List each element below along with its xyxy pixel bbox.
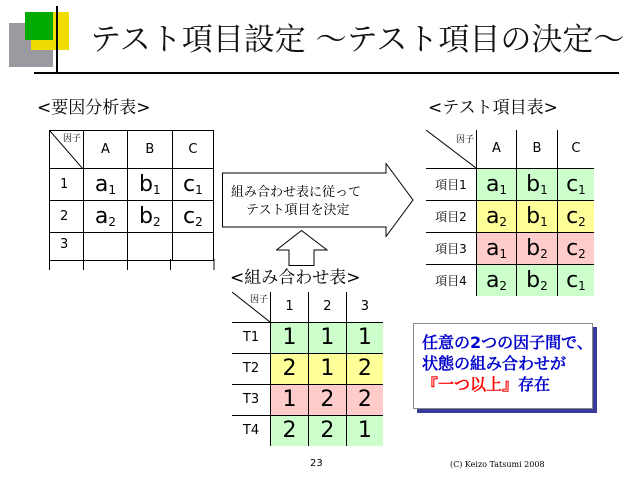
factor-cell: a2 — [84, 201, 128, 233]
test-cell: b2 — [517, 264, 558, 296]
slide-title: テスト項目設定 ～テスト項目の決定～ — [90, 22, 625, 58]
test-row-label: 項目3 — [426, 232, 477, 264]
combo-cell: 2 — [271, 415, 309, 446]
test-cell: c1 — [557, 168, 594, 200]
test-cell: a1 — [477, 232, 517, 264]
factor-cell: c2 — [172, 201, 213, 233]
combo-cell: 1 — [346, 415, 383, 446]
arrow-text-line2: テスト項目を決定 — [246, 203, 350, 218]
factor-row-label: 2 — [50, 201, 84, 233]
combo-header: 1 — [271, 292, 309, 322]
factor-cell: c1 — [172, 169, 213, 201]
callout-line2: 状態の組み合わせが — [422, 354, 567, 373]
callout-line1: 任意の2つの因子間で、 — [422, 333, 593, 352]
test-cell: c2 — [557, 232, 594, 264]
test-cell: c2 — [557, 200, 594, 232]
combo-row-label: T4 — [232, 415, 271, 446]
combo-cell: 2 — [308, 415, 346, 446]
combo-table-caption: <組み合わせ表> — [230, 268, 361, 288]
corner-label: 因子 — [456, 135, 475, 145]
arrow-text-line1: 組み合わせ表に従って — [231, 185, 362, 200]
test-cell: b1 — [517, 200, 558, 232]
callout-highlight: 『一つ以上』 — [422, 375, 519, 394]
combo-cell: 1 — [271, 322, 309, 353]
combo-header: 3 — [346, 292, 383, 322]
factor-cell: b1 — [127, 169, 172, 201]
test-table-caption: <テスト項目表> — [428, 98, 558, 118]
test-cell: a2 — [477, 200, 517, 232]
factor-header-c: C — [172, 131, 213, 169]
test-row-label: 項目2 — [426, 200, 477, 232]
combo-table-corner — [232, 292, 271, 322]
callout-box — [413, 323, 593, 409]
factor-row-label: 1 — [50, 169, 84, 201]
corner-label: 因子 — [250, 295, 269, 305]
combo-table — [232, 292, 383, 446]
test-row-label: 項目1 — [426, 168, 477, 200]
combo-cell: 1 — [346, 322, 383, 353]
factor-header-a: A — [84, 131, 128, 169]
test-cell: a2 — [477, 264, 517, 296]
factor-table-tail — [49, 259, 215, 271]
up-arrow-shape — [276, 230, 328, 266]
test-row-label: 項目4 — [426, 264, 477, 296]
corner-diagonal — [232, 292, 270, 322]
corner-label: 因子 — [63, 134, 82, 144]
factor-header-b: B — [127, 131, 172, 169]
combo-cell: 2 — [346, 384, 383, 415]
combo-header: 2 — [308, 292, 346, 322]
corner-diagonal — [426, 130, 476, 168]
factor-row-label: 3 — [50, 233, 84, 261]
corner-diagonal — [50, 131, 83, 169]
test-cell: b1 — [517, 168, 558, 200]
test-cell: c1 — [557, 264, 594, 296]
combo-row-label: T3 — [232, 384, 271, 415]
callout-line3-rest: 存在 — [518, 375, 551, 394]
page-number: 23 — [310, 458, 323, 469]
combo-cell: 1 — [308, 353, 346, 384]
factor-table-caption: <要因分析表> — [37, 98, 151, 118]
factor-cell — [84, 233, 128, 261]
test-cell: a1 — [477, 168, 517, 200]
combo-cell: 1 — [308, 322, 346, 353]
factor-cell: b2 — [127, 201, 172, 233]
combo-cell: 2 — [308, 384, 346, 415]
logo-square-green — [25, 12, 53, 40]
logo-vertical-line — [56, 6, 58, 74]
test-table — [426, 130, 594, 296]
factor-cell — [172, 233, 213, 261]
callout-line3 — [422, 374, 586, 395]
test-header-c: C — [557, 130, 594, 168]
title-rule — [34, 72, 619, 74]
copyright: (C) Keizo Tatsumi 2008 — [450, 460, 545, 469]
combo-cell: 1 — [271, 384, 309, 415]
factor-cell — [127, 233, 172, 261]
combo-cell: 2 — [271, 353, 309, 384]
factor-table-corner — [50, 131, 84, 169]
test-cell: b2 — [517, 232, 558, 264]
combo-row-label: T1 — [232, 322, 271, 353]
combo-row-label: T2 — [232, 353, 271, 384]
combo-cell: 2 — [346, 353, 383, 384]
test-table-corner — [426, 130, 477, 168]
factor-table — [49, 130, 214, 261]
test-header-a: A — [477, 130, 517, 168]
factor-cell: a1 — [84, 169, 128, 201]
test-header-b: B — [517, 130, 558, 168]
